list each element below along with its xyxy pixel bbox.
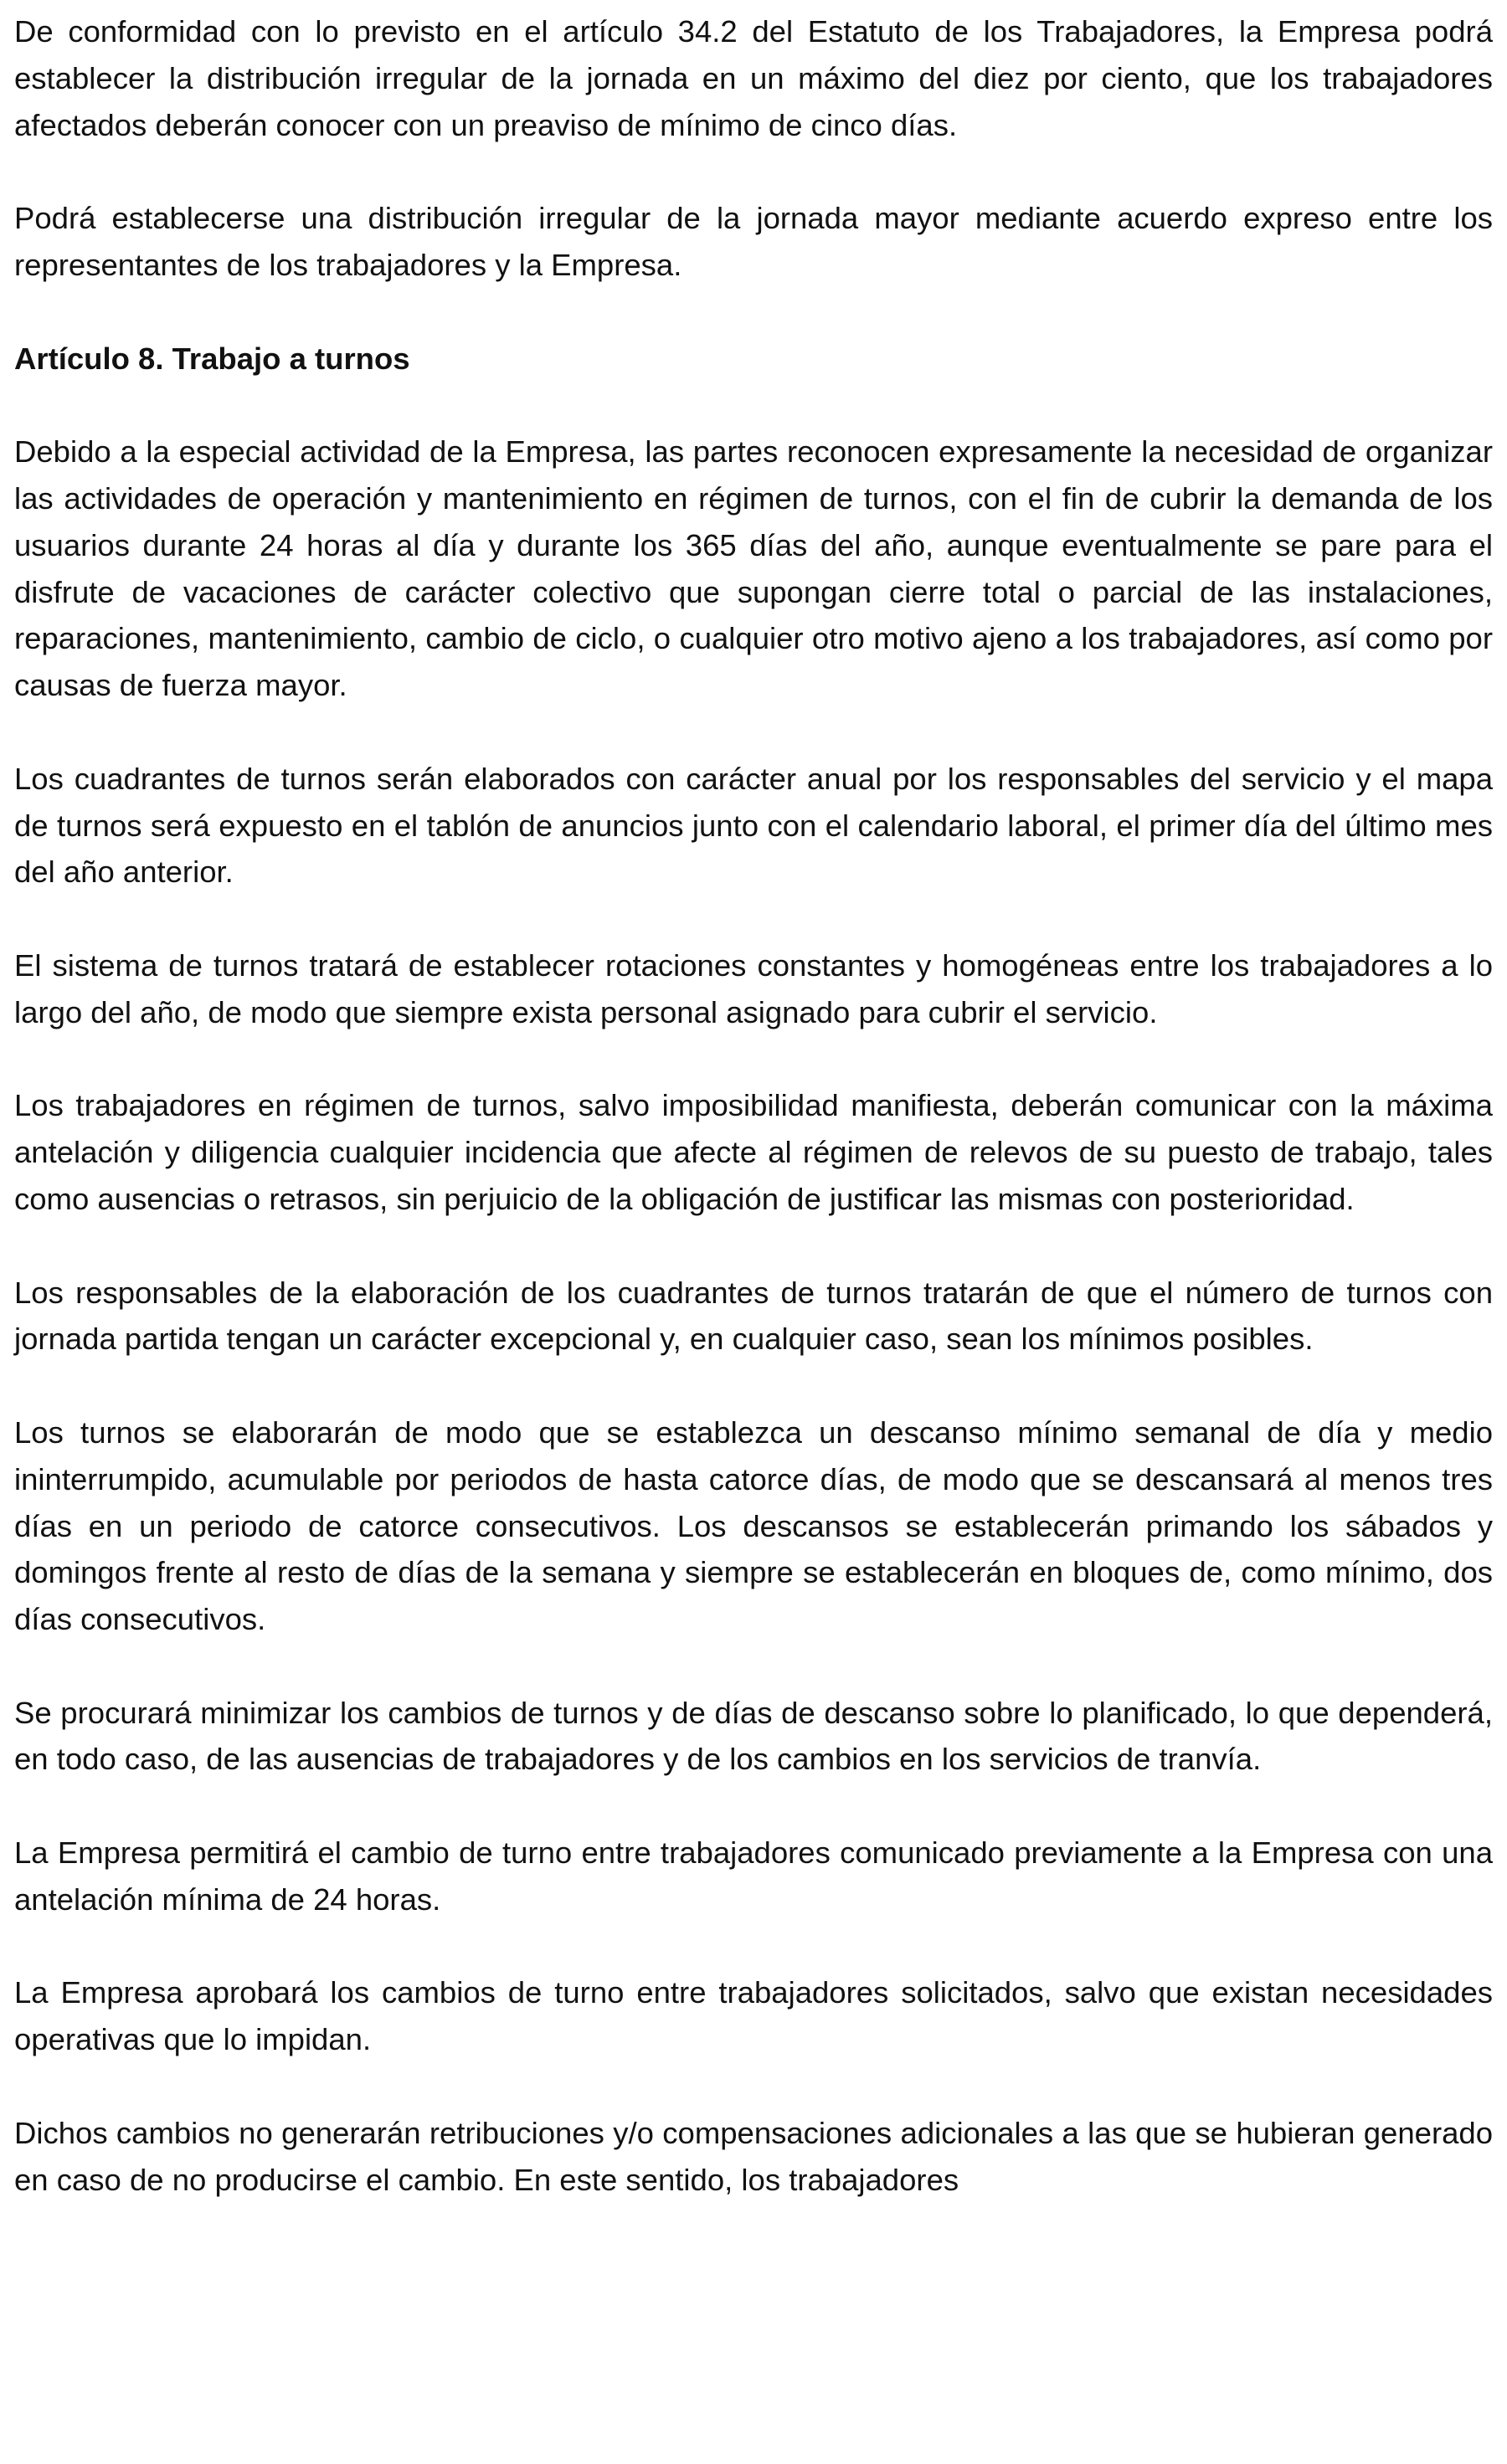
paragraph-retribuciones: Dichos cambios no generarán retribuciones y/o compensaciones adicionales a las que se hubieran generado en caso de no producirse el cambio. En este sentido, los trabajadores bbox=[14, 2115, 1493, 2197]
paragraph-cambio-turno-permitido: La Empresa permitirá el cambio de turno entre trabajadores comunicado previamente a la Empresa con una antelación mínima de 24 horas. bbox=[14, 1835, 1493, 1917]
paragraph-cuadrantes-turnos: Los cuadrantes de turnos serán elaborados con carácter anual por los responsables del servicio y el mapa de turnos será expuesto en el tablón de anuncios junto con el calendario laboral, el primer día del último mes del año anterior. bbox=[14, 761, 1493, 890]
paragraph-descanso-semanal: Los turnos se elaborarán de modo que se establezca un descanso mínimo semanal de día y medio ininterrumpido, acumulable por periodos de hasta catorce días, de modo que se descansará al menos tres días en un periodo de catorce consecutivos. Los descansos se establecerán primando los sábados y domingos frente al resto de días de la semana y siempre se establecerán en bloques de, como mínimo, dos días consecutivos. bbox=[14, 1414, 1493, 1637]
paragraph-actividad-empresa: Debido a la especial actividad de la Empresa, las partes reconocen expresamente la necesidad de organizar las actividades de operación y mantenimiento en régimen de turnos, con el fin de cubrir la demanda de los usuarios durante 24 horas al día y durante los 365 días del año, aunque eventualmente se pare para el disfrute de vacaciones de carácter colectivo que supongan cierre total o parcial de las instalaciones, reparaciones, mantenimiento, cambio de ciclo, o cualquier otro motivo ajeno a los trabajadores, así como por causas de fuerza mayor. bbox=[14, 434, 1493, 703]
paragraph-jornada-partida: Los responsables de la elaboración de los cuadrantes de turnos tratarán de que el número de turnos con jornada partida tengan un carácter excepcional y, en cualquier caso, sean los mínimos posibles. bbox=[14, 1275, 1493, 1357]
document-page bbox=[14, 8, 1493, 2203]
paragraph-acuerdo-expreso: Podrá establecerse una distribución irregular de la jornada mayor mediante acuerdo expreso entre los representantes de los trabajadores y la Empresa. bbox=[14, 201, 1493, 282]
paragraph-sistema-turnos: El sistema de turnos tratará de establecer rotaciones constantes y homogéneas entre los trabajadores a lo largo del año, de modo que siempre exista personal asignado para cubrir el servicio. bbox=[14, 947, 1493, 1029]
section-heading-articulo-8: Artículo 8. Trabajo a turnos bbox=[14, 341, 410, 376]
paragraph-cambio-turno-aprobado: La Empresa aprobará los cambios de turno entre trabajadores solicitados, salvo que existan necesidades operativas que lo impidan. bbox=[14, 1975, 1493, 2057]
paragraph-distribucion-irregular: De conformidad con lo previsto en el artículo 34.2 del Estatuto de los Trabajadores, la Empresa podrá establecer la distribución irregular de la jornada en un máximo del diez por ciento, que los trabajadores afectados deberán conocer con un preaviso de mínimo de cinco días. bbox=[14, 14, 1493, 142]
paragraph-minimizar-cambios: Se procurará minimizar los cambios de turnos y de días de descanso sobre lo planificado, lo que dependerá, en todo caso, de las ausencias de trabajadores y de los cambios en los servicios de tranvía. bbox=[14, 1695, 1493, 1777]
paragraph-regimen-turnos: Los trabajadores en régimen de turnos, salvo imposibilidad manifiesta, deberán comunicar con la máxima antelación y diligencia cualquier incidencia que afecte al régimen de relevos de su puesto de trabajo, tales como ausencias o retrasos, sin perjuicio de la obligación de justificar las mismas con posterioridad. bbox=[14, 1088, 1493, 1216]
